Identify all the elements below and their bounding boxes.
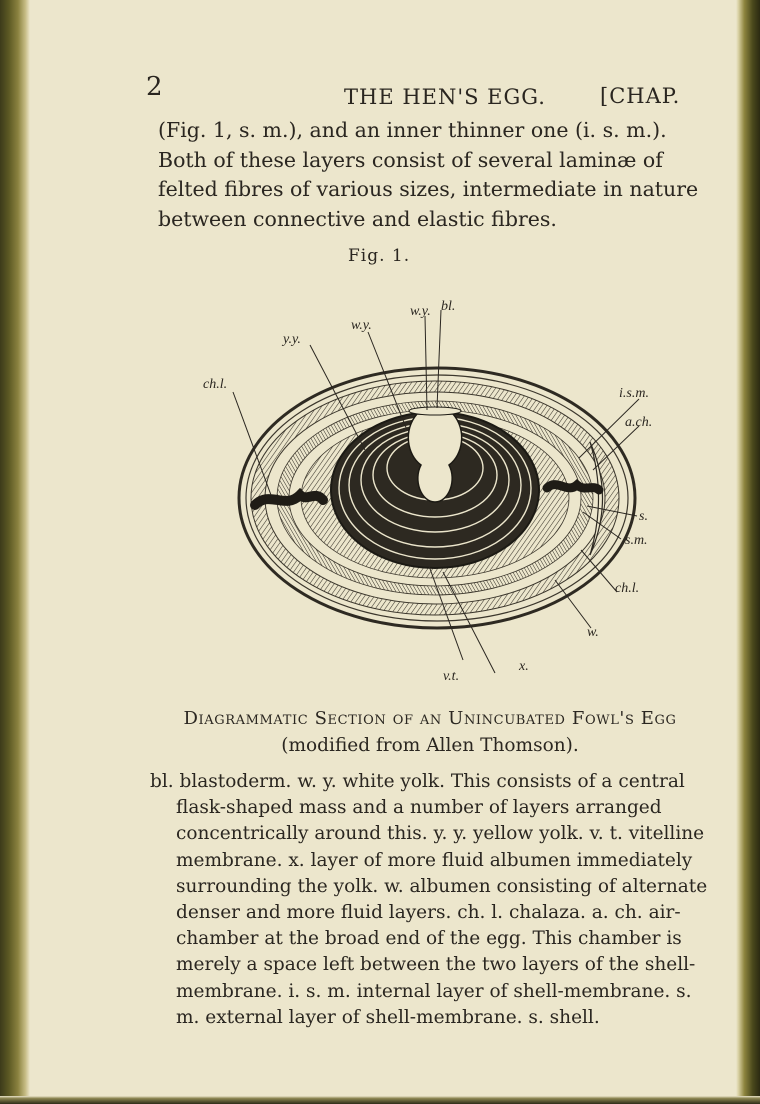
book-edge-bottom xyxy=(0,1096,760,1104)
label-wy-top: w.y. xyxy=(410,304,431,319)
page-number: 2 xyxy=(146,72,163,102)
egg-section-diagram xyxy=(195,280,715,700)
figure-caption-subtitle: (modified from Allen Thomson). xyxy=(281,735,579,756)
label-vt: v.t. xyxy=(443,669,460,684)
label-bl: bl. xyxy=(441,299,456,314)
running-title: THE HEN'S EGG. xyxy=(344,85,546,109)
label-sm: s.m. xyxy=(625,533,648,548)
figure-legend: bl. blastoderm. w. y. white yolk. This consists of a central flask-shaped mass and a number of layers arranged concentrically around this. y. y. yellow yolk. v. t. vitelline membrane. x. layer of more fluid albumen immediately surrounding the yolk. w. albumen consisting of alternate denser and more fluid layers. ch. l. chalaza. a. ch. air-chamber at the broad end of the egg. This chamber is merely a space left between the two layers of the shell-membrane. i. s. m. internal layer of shell-membrane. s. m. external layer of shell-membrane. s. shell. xyxy=(150,771,708,1028)
label-yy: y.y. xyxy=(283,332,301,347)
label-wy: w.y. xyxy=(351,318,372,333)
blastoderm xyxy=(409,407,461,415)
label-ach: a.ch. xyxy=(625,415,653,430)
label-s: s. xyxy=(639,509,648,524)
label-w: w. xyxy=(587,625,599,640)
book-spine-left xyxy=(0,0,30,1104)
label-ism: i.s.m. xyxy=(619,386,649,401)
book-edge-right xyxy=(736,0,760,1104)
body-paragraph: (Fig. 1, s. m.), and an inner thinner one (i. s. m.). Both of these layers consist of several laminæ of felted fibres of various sizes, intermediate in nature between connective and elastic fibres. xyxy=(158,118,699,231)
figure-label: Fig. 1. xyxy=(348,246,411,266)
label-chl-right: ch.l. xyxy=(615,581,640,596)
label-chl-left: ch.l. xyxy=(203,377,228,392)
running-chapter: [CHAP. xyxy=(600,84,681,108)
label-x: x. xyxy=(519,659,529,674)
figure-caption-title: Diagrammatic Section of an Unincubated Fowl's Egg xyxy=(183,708,677,729)
